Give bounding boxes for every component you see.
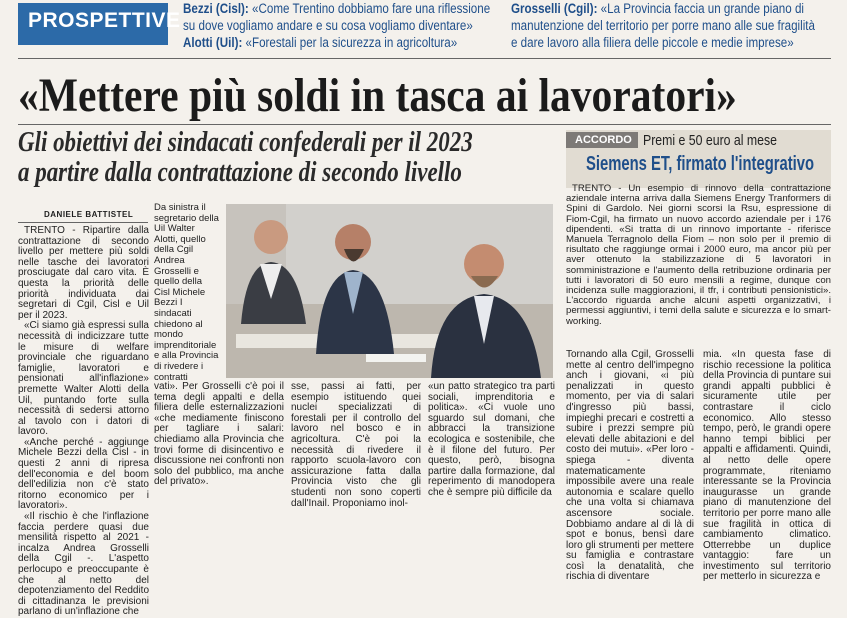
photo-union-leaders [226, 204, 553, 378]
section-banner [18, 3, 181, 45]
subheadline-line1: Gli obiettivi dei sindacati confederali per il 2023 [18, 127, 473, 158]
sidebar-tag-label: ACCORDO [575, 134, 632, 146]
sidebar-kicker: Premi e 50 euro al mese [643, 132, 778, 149]
quote-text: «La Provincia faccia un grande piano di [597, 1, 804, 16]
paragraph: TRENTO - Ripartire dalla contrattazione di secondo livello per mettere più soldi nelle tasche dei lavoratori prosciugate dal caro vita. È questa la priorità delle priorità individuata dai segretari di Cgil, Cisl e Uil per il 2023. [18, 225, 149, 321]
paragraph: «Ci siamo già espressi sulla necessità di indicizzare tutte le misure di welfare provinciale che riguardano famiglie, lavoratori e pensionati all'inflazione» premette Walter Alotti della Uil, puntando forte sulla necessità di sedersi attorno al tavolo con i datori di lavoro. [18, 320, 149, 438]
paragraph: sse, passi ai fatti, per esempio istituendo quei nuclei specializzati di forestali per il controllo del lavoro nel bosco e in agricoltura. C'è poi la necessità di rivedere il rapporto scuola-lavoro con assicurazione fatta dalla Provincia visto che gli studenti non sono coperti dall'Inail. Proponiamo inol- [291, 381, 421, 509]
pull-quote-grosselli-cont [511, 17, 815, 34]
quote-text: manutenzione del territorio per porre mano alle sue fragilità [511, 18, 815, 33]
pull-quote-grosselli [511, 0, 804, 17]
top-divider [18, 58, 831, 59]
article-column-6 [703, 349, 831, 583]
quote-speaker: Alotti (Uil): [183, 35, 243, 50]
headline: «Mettere più soldi in tasca ai lavoratori» [18, 69, 737, 122]
quote-text: «Come Trentino dobbiamo fare una riflessione [248, 1, 491, 16]
byline: DANIELE BATTISTEL [44, 210, 134, 219]
paragraph: «Anche perché - aggiunge Michele Bezzi della Cisl - in questi 2 anni di ripresa dell'economia e del boom dell'edilizia non c'è stato ritorno economico per i lavoratori». [18, 436, 149, 512]
pull-quote-bezzi-cont [183, 17, 473, 34]
headline-divider [18, 124, 831, 125]
pull-quote-bezzi [183, 0, 490, 17]
article-column-2 [154, 381, 284, 488]
pull-quote-grosselli-cont2 [511, 34, 794, 51]
paragraph: mia. «In questa fase di rischio recessione la politica della Provincia di puntare sui grandi appalti pubblici è sicuramente utile per contrastare il ciclo economico. Allo stesso tempo, però, le grandi opere hanno tempi biblici per appalti e affidamenti. Quindi, al netto delle opere programmate, riteniamo interessante se la Provincia inaugurasse un grande piano di manutenzione del territorio per porre mano alle sue fragilità in ottica di cambiamento climatico. Otterrebbe un duplice vantaggio: fare un investimento sul territorio per metterlo in sicurezza e [703, 349, 831, 583]
sidebar-tag [566, 132, 638, 148]
paragraph: Tornando alla Cgil, Grosselli mette al centro dell'impegno anch i giovani, «i più penalizzati in questo momento, per via di salari d'ingresso più bassi, impieghi precari e costretti a subire i prezzi sempre più elevati delle abitazioni e del costo dei mutui». «Per loro - spiega - diventa matematicamente impossibile avere una reale autonomia e scalare quello che una volta si chiamava ascensore sociale. Dobbiamo andare al di là di spot e bonus, bensì dare loro gli strumenti per mettere su famiglia e contrastare così la denatalità, che rischia di diventare [566, 349, 694, 583]
byline-divider [18, 222, 148, 223]
pull-quote-alotti [183, 34, 457, 51]
article-column-5 [566, 349, 694, 583]
article-column-4 [428, 381, 555, 498]
paragraph: TRENTO - Un esempio di rinnovo della contrattazione aziendale interna arriva dalla Siemens Energy Tranformers di Spini di Gardolo. Nei giorni scorsi la Rsu, espressione di Fiom-Cgil, ha firmato un nuovo accordo aziendale per i 176 dipendenti. «Si tratta di un rinnovo importante - riferisce Manuela Terragnolo della Fiom – non solo per il premio di risultato che raggiunge ormai i 2000 euro, ma ancor più per aver ottenuto la stabilizzazione di 5 lavoratori in somministrazione e l'aumento della retribuzione ordinaria per tutti i lavoratori di 50 euro mensili a regime, dunque con incidenza sulle maggiorazioni, il tfr, i contributi pensionistici». L'accordo riguarda anche alcuni aspetti organizzativi, i permessi aggiuntivi, i temi della salute e sicurezza e lo smart-working. [566, 183, 831, 327]
section-label: PROSPETTIVE [28, 9, 181, 32]
quote-text: e dare lavoro alla filiera delle piccole e medie imprese» [511, 35, 794, 50]
sidebar-body [566, 184, 831, 344]
photo-caption: Da sinistra il segretario della Uil Walter Alotti, quello della Cgil Andrea Grosselli e quello della Cisl Michele Bezzi I sindacati chiedono al mondo imprenditoriale e alla Provincia di rivedere i contratti [154, 202, 219, 383]
article-column-3 [291, 381, 421, 509]
subheadline-line2: a partire dalla contrattazione di secondo livello [18, 157, 462, 188]
article-column-1 [18, 225, 149, 618]
paragraph: «Il rischio è che l'inflazione faccia perdere quasi due mensilità rispetto al 2021 - incalza Andrea Grosselli della Cgil -. L'aspetto perlocupo e preoccupante è che al netto del depotenziamento del Reddito di cittadinanza le previsioni parlano di un'inflazione che [18, 511, 149, 618]
quote-text: «Forestali per la sicurezza in agricoltura» [242, 35, 458, 50]
paragraph: vati». Per Grosselli c'è poi il tema degli appalti e della filiera delle esternalizzazioni «che mediamente finiscono per tagliare i salari: chiediamo alla Provincia che trovi forme di disincentivo e discussione nei confronti non solo del pubblico, ma anche del privato». [154, 381, 284, 488]
paragraph: «un patto strategico tra parti sociali, imprenditoria e politica». «Ci vuole uno sguardo sul domani, che abbracci la transizione ecologica e sostenibile, che è il filone del futuro. Per questo, però, bisogna partire dalla formazione, dal reperimento di manodopera che è sempre più difficile da [428, 381, 555, 498]
photo-illustration [226, 204, 553, 378]
quote-text: su dove vogliamo andare e su cosa vogliamo diventare» [183, 18, 473, 33]
sidebar-headline: Siemens ET, firmato l'integrativo [586, 153, 815, 175]
quote-speaker: Bezzi (Cisl): [183, 1, 249, 16]
quote-speaker: Grosselli (Cgil): [511, 1, 598, 16]
